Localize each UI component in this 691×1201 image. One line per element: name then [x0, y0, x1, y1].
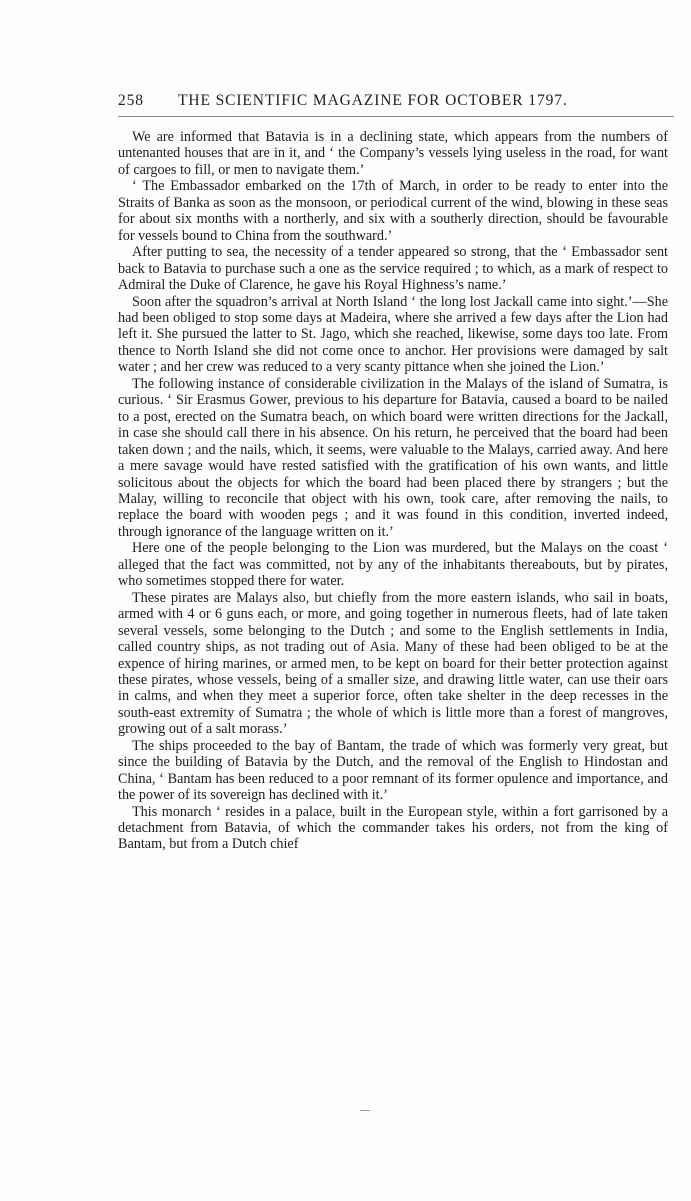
paragraph: These pirates are Malays also, but chiefly from the more eastern islands, who sail in boats, armed with 4 or 6 guns each, or more, and going together in numerous fleets, had of late taken several vessels, some belonging to the Dutch ; and some to the English settlements in India, called country ships, as not trading out of Asia. Many of these had been obliged to be at the expence of hiring marines, or armed men, to be kept on board for their better protection against these pirates, whose vessels, being of a smaller size, and drawing little water, can use their oars in calms, and when they meet a superior force, often take shelter in the deep recesses in the south-east extremity of Sumatra ; the whole of which is little more than a forest of mangroves, growing out of a salt morass.’ — [118, 589, 668, 738]
article-body — [118, 129, 668, 853]
bottom-mark — [360, 1110, 370, 1111]
paragraph: Here one of the people belonging to the Lion was murdered, but the Malays on the coast ‘ alleged that the fact was committed, not by any of the inhabitants thereabouts, but by pirates, who sometimes stopped there for water. — [118, 540, 668, 590]
running-head — [118, 92, 674, 114]
paragraph: After putting to sea, the necessity of a tender appeared so strong, that the ‘ Embassador sent back to Batavia to purchase such a one as the service required ; to which, as a mark of respect to Admiral the Duke of Clarence, he gave his Royal Highness’s name.’ — [118, 244, 668, 294]
paragraph: The ships proceeded to the bay of Bantam, the trade of which was formerly very great, but since the building of Batavia by the Dutch, and the removal of the English to Hindostan and China, ‘ Bantam has been reduced to a poor remnant of its former opulence and importance, and the power of its sovereign has declined with it.’ — [118, 737, 668, 804]
header-rule — [118, 116, 674, 117]
running-title: THE SCIENTIFIC MAGAZINE FOR OCTOBER 1797. — [178, 92, 568, 109]
paragraph: The following instance of considerable civilization in the Malays of the island of Sumatra, is curious. ‘ Sir Erasmus Gower, previous to his departure for Batavia, caused a board to be nailed to a post, erected on the Sumatra beach, on which board were written directions for the Jackall, in case she should call there in his absence. On his return, he perceived that the board had been taken down ; and the nails, which, it seems, were valuable to the Malays, carried away. And here a mere savage would have rested satisfied with the gratification of his own wants, and little solicitous about the objects for which the board had been placed there by strangers ; but the Malay, willing to reconcile that object with his own, took care, after removing the nails, to replace the board with wooden pegs ; and it was found in this condition, inverted indeed, through ignorance of the language written on it.’ — [118, 375, 668, 540]
paragraph: ‘ The Embassador embarked on the 17th of March, in order to be ready to enter into the Straits of Banka as soon as the monsoon, or periodical current of the wind, blowing in these seas for about six months with a northerly, and six with a southerly direction, should be favourable for vessels bound to China from the southward.’ — [118, 178, 668, 244]
page-number: 258 — [118, 92, 144, 109]
paragraph: We are informed that Batavia is in a declining state, which appears from the numbers of untenanted houses that are in it, and ‘ the Company’s vessels lying useless in the road, for want of cargoes to fill, or men to navigate them.’ — [118, 129, 668, 178]
paragraph: This monarch ‘ resides in a palace, built in the European style, within a fort garrisoned by a detachment from Batavia, of which the commander takes his orders, not from the king of Bantam, but from a Dutch chief — [118, 803, 668, 853]
paragraph: Soon after the squadron’s arrival at North Island ‘ the long lost Jackall came into sight.’—She had been obliged to stop some days at Madeira, where she arrived a few days after the Lion had left it. She pursued the latter to St. Jago, which she reached, likewise, some days too late. From thence to North Island she did not come once to anchor. Her provisions were damaged by salt water ; and her crew was reduced to a very scanty pittance when she joined the Lion.’ — [118, 293, 668, 376]
